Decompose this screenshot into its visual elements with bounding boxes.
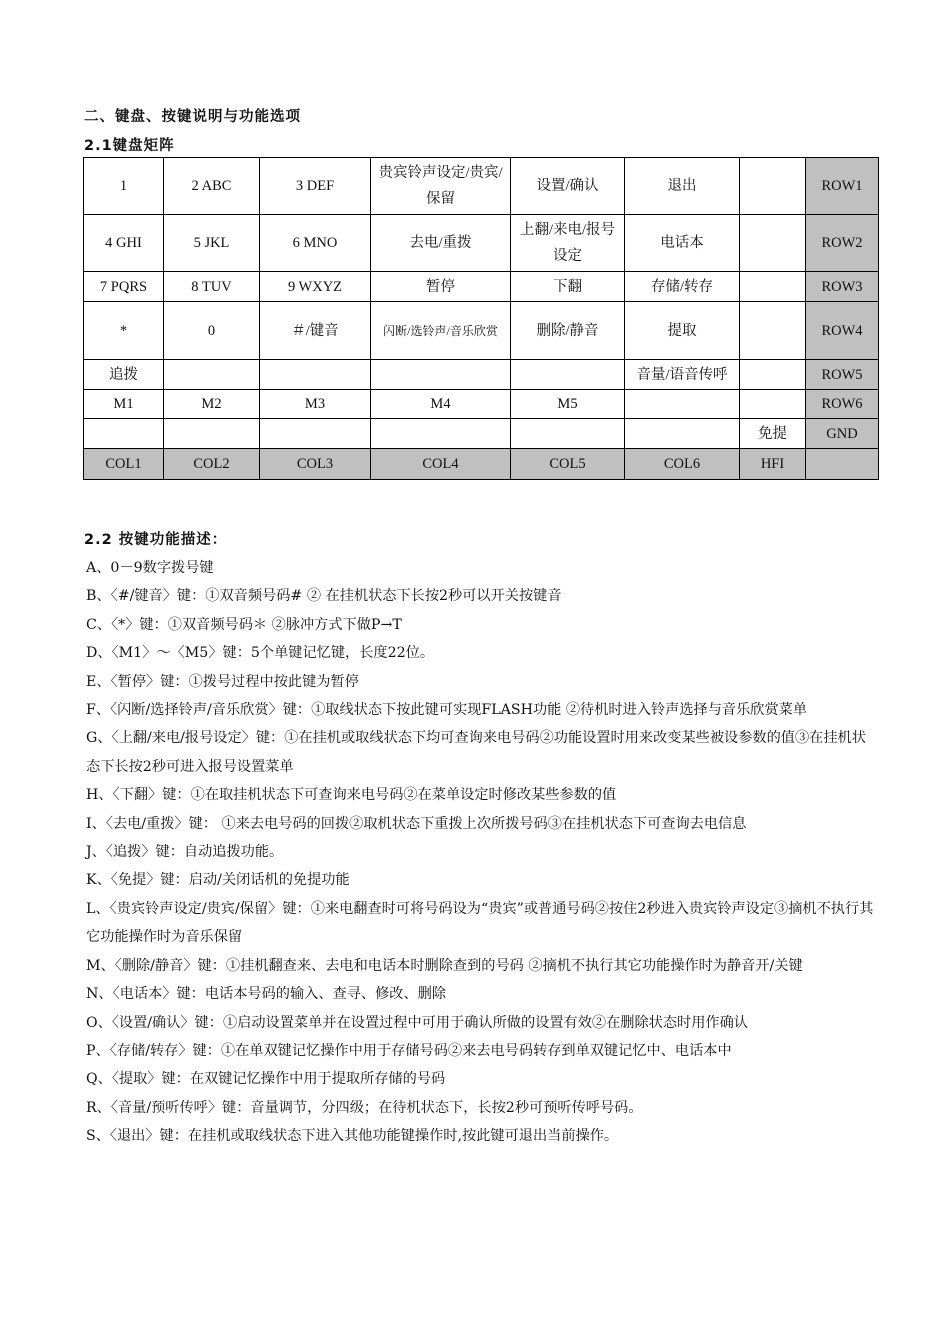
- matrix-cell: *: [84, 302, 164, 360]
- matrix-cell: ROW2: [806, 215, 879, 272]
- matrix-cell: 1: [84, 158, 164, 215]
- matrix-cell: 4 GHI: [84, 215, 164, 272]
- matrix-row: [84, 302, 879, 360]
- matrix-cell: [625, 419, 740, 449]
- key-description-item: O、〈设置/确认〉键：①启动设置菜单并在设置过程中可用于确认所做的设置有效②在删除状态时用作确认: [86, 1014, 748, 1031]
- matrix-cell: 8 TUV: [164, 272, 260, 302]
- matrix-cell: COL2: [164, 449, 260, 480]
- matrix-row: [84, 158, 879, 215]
- matrix-cell: [371, 360, 511, 390]
- matrix-cell: ROW6: [806, 390, 879, 419]
- key-description-item: L、〈贵宾铃声设定/贵宾/保留〉键：①来电翻查时可将号码设为“贵宾”或普通号码②按住2秒进入贵宾铃声设定③摘机不执行其它功能操作时为音乐保留: [86, 900, 874, 946]
- matrix-cell: 退出: [625, 158, 740, 215]
- matrix-cell: 暂停: [371, 272, 511, 302]
- matrix-row: [84, 390, 879, 419]
- desc-subtitle: 2.2 按键功能描述：: [84, 532, 228, 548]
- matrix-cell: GND: [806, 419, 879, 449]
- matrix-cell: 追拨: [84, 360, 164, 390]
- section-title: 二、键盘、按键说明与功能选项: [84, 109, 301, 125]
- matrix-cell: M1: [84, 390, 164, 419]
- key-description-item: I、〈去电/重拨〉键： ①来去电号码的回拨②取机状态下重拨上次所拨号码③在挂机状态下可查询去电信息: [86, 815, 747, 832]
- key-description-item: Q、〈提取〉键：在双键记忆操作中用于提取所存储的号码: [86, 1071, 446, 1088]
- matrix-cell: 下翻: [511, 272, 625, 302]
- key-description-item: D、〈M1〉～〈M5〉键：5个单键记忆键，长度22位。: [86, 645, 435, 662]
- matrix-cell: 上翻/来电/报号设定: [511, 215, 625, 272]
- matrix-cell: [260, 419, 371, 449]
- matrix-cell: [740, 215, 806, 272]
- matrix-cell: [806, 449, 879, 480]
- matrix-cell: 3 DEF: [260, 158, 371, 215]
- matrix-cell: [371, 419, 511, 449]
- matrix-cell: COL5: [511, 449, 625, 480]
- key-description-item: K、〈免提〉键：启动/关闭话机的免提功能: [86, 872, 350, 889]
- matrix-cell: 删除/静音: [511, 302, 625, 360]
- matrix-cell: 存储/转存: [625, 272, 740, 302]
- matrix-cell: [260, 360, 371, 390]
- matrix-cell: M5: [511, 390, 625, 419]
- matrix-cell: ROW4: [806, 302, 879, 360]
- key-description-item: R、〈音量/预听传呼〉键：音量调节，分四级；在待机状态下，长按2秒可预听传呼号码。: [86, 1099, 643, 1116]
- matrix-cell: 闪断/选铃声/音乐欣赏: [371, 302, 511, 360]
- matrix-cell: 电话本: [625, 215, 740, 272]
- matrix-cell: ROW1: [806, 158, 879, 215]
- matrix-cell: COL4: [371, 449, 511, 480]
- matrix-row: [84, 272, 879, 302]
- key-description-item: H、〈下翻〉键：①在取挂机状态下可查询来电号码②在菜单设定时修改某些参数的值: [86, 787, 617, 804]
- matrix-cell: 去电/重拨: [371, 215, 511, 272]
- matrix-cell: COL3: [260, 449, 371, 480]
- matrix-cell: 9 WXYZ: [260, 272, 371, 302]
- matrix-cell: [740, 302, 806, 360]
- matrix-cell: 7 PQRS: [84, 272, 164, 302]
- key-description-item: G、〈上翻/来电/报号设定〉键：①在挂机或取线状态下均可查询来电号码②功能设置时用来改变某些被设参数的值③在挂机状态下长按2秒可进入报号设置菜单: [86, 730, 866, 775]
- keyboard-matrix-table: [83, 157, 879, 480]
- matrix-cell: M4: [371, 390, 511, 419]
- matrix-cell: 音量/语音传呼: [625, 360, 740, 390]
- key-description-item: C、〈*〉键：①双音频号码＊ ②脉冲方式下做P→T: [86, 616, 402, 633]
- matrix-cell: 贵宾铃声设定/贵宾/保留: [371, 158, 511, 215]
- key-description-item: N、〈电话本〉键：电话本号码的输入、查寻、修改、删除: [86, 986, 447, 1003]
- matrix-cell: 6 MNO: [260, 215, 371, 272]
- matrix-cell: 免提: [740, 419, 806, 449]
- matrix-cell: ROW5: [806, 360, 879, 390]
- matrix-cell: 提取: [625, 302, 740, 360]
- matrix-cell: [84, 419, 164, 449]
- matrix-row: [84, 360, 879, 390]
- matrix-cell: ＃/键音: [260, 302, 371, 360]
- matrix-cell: 2 ABC: [164, 158, 260, 215]
- matrix-row: [84, 215, 879, 272]
- matrix-row: [84, 419, 879, 449]
- matrix-cell: 5 JKL: [164, 215, 260, 272]
- matrix-cell: [740, 272, 806, 302]
- key-description-item: F、〈闪断/选择铃声/音乐欣赏〉键：①取线状态下按此键可实现FLASH功能 ②待机时进入铃声选择与音乐欣赏菜单: [86, 702, 808, 719]
- key-description-item: M、〈删除/静音〉键：①挂机翻查来、去电和电话本时删除查到的号码 ②摘机不执行其它功能操作时为静音开/关键: [86, 957, 803, 974]
- key-descriptions: [86, 554, 876, 1151]
- key-description-item: A、0－9数字拨号键: [86, 560, 214, 576]
- key-description-item: B、〈#/键音〉键：①双音频号码# ② 在挂机状态下长按2秒可以开关按键音: [86, 588, 562, 605]
- matrix-row: [84, 449, 879, 480]
- matrix-cell: M2: [164, 390, 260, 419]
- key-description-item: E、〈暂停〉键：①拨号过程中按此键为暂停: [86, 673, 359, 690]
- matrix-cell: [740, 390, 806, 419]
- matrix-cell: [625, 390, 740, 419]
- key-description-item: P、〈存储/转存〉键：①在单双键记忆操作中用于存储号码②来去电号码转存到单双键记忆中、电话本中: [86, 1042, 732, 1059]
- matrix-cell: [740, 360, 806, 390]
- matrix-cell: [511, 419, 625, 449]
- matrix-cell: [164, 419, 260, 449]
- matrix-cell: 设置/确认: [511, 158, 625, 215]
- matrix-cell: ROW3: [806, 272, 879, 302]
- matrix-cell: [511, 360, 625, 390]
- matrix-cell: HFI: [740, 449, 806, 480]
- key-description-item: S、〈退出〉键：在挂机或取线状态下进入其他功能键操作时,按此键可退出当前操作。: [86, 1128, 619, 1145]
- matrix-cell: [164, 360, 260, 390]
- matrix-cell: M3: [260, 390, 371, 419]
- matrix-cell: 0: [164, 302, 260, 360]
- matrix-cell: [740, 158, 806, 215]
- matrix-subtitle: 2.1键盘矩阵: [84, 138, 175, 154]
- key-description-item: J、〈追拨〉键：自动追拨功能。: [86, 844, 284, 861]
- matrix-cell: COL6: [625, 449, 740, 480]
- matrix-cell: COL1: [84, 449, 164, 480]
